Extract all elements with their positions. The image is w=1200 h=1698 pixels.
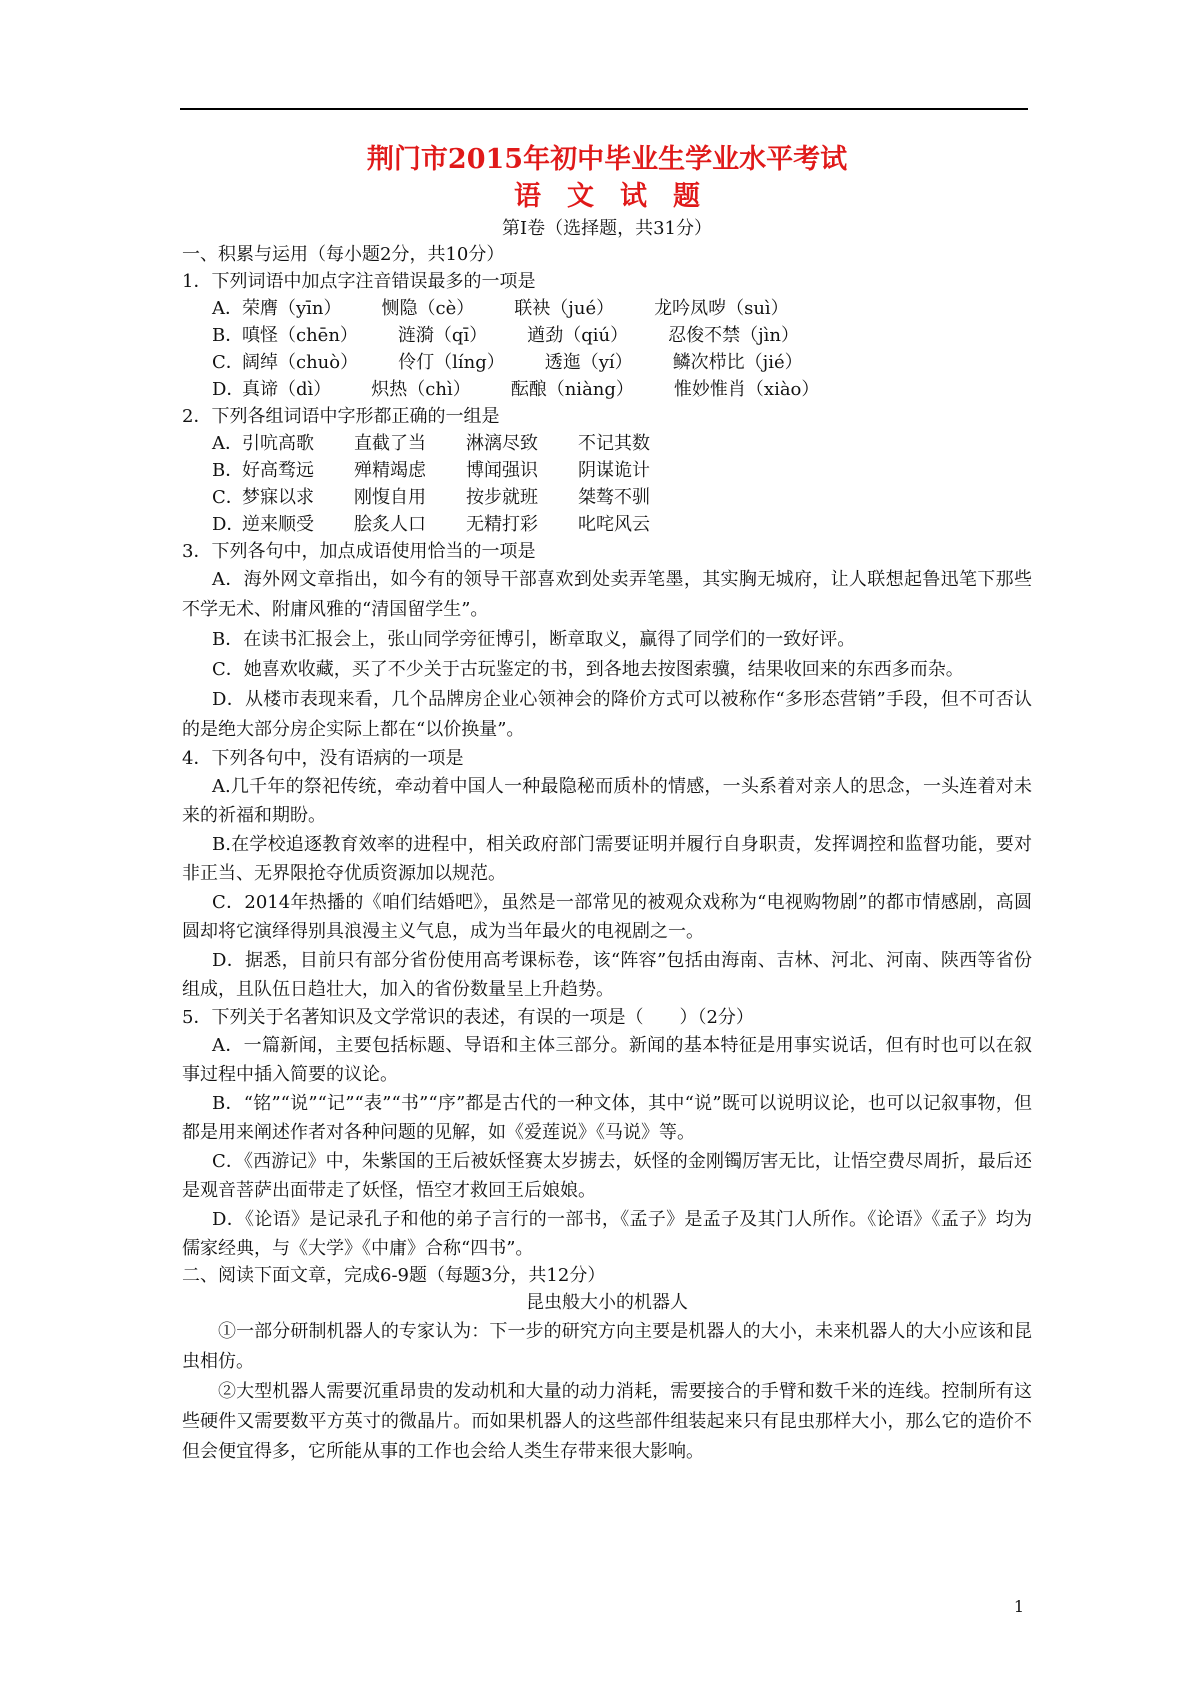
- option-word: 博闻强识: [466, 460, 538, 481]
- question-1-options: [182, 295, 1032, 403]
- question-5-stem: 5．下列关于名著知识及文学常识的表述，有误的一项是（ ）（2分）: [182, 1007, 754, 1028]
- page-content: [182, 142, 1032, 1467]
- option-word: 直截了当: [354, 433, 426, 454]
- option-label: A．: [212, 298, 243, 319]
- question-4-option-d: D．据悉，目前只有部分省份使用高考课标卷，该“阵容”包括由海南、吉林、河北、河南、陕西等省份组成，且队伍日趋壮大，加入的省份数量呈上升趋势。: [182, 950, 1032, 1000]
- option-word: 好高骛远: [242, 460, 314, 481]
- option-row: [212, 322, 1032, 349]
- section-two-heading: 二、阅读下面文章，完成6-9题（每题3分，共12分）: [182, 1265, 606, 1286]
- question-5-option-c: C．《西游记》中，朱紫国的王后被妖怪赛太岁掳去，妖怪的金刚镯厉害无比，让悟空费尽周折，最后还是观音菩萨出面带走了妖怪，悟空才救回王后娘娘。: [182, 1151, 1032, 1201]
- option-row: [212, 430, 1032, 457]
- option-word: 梦寐以求: [242, 487, 314, 508]
- option-word: 真谛（dì）: [242, 379, 332, 400]
- question-5-option-d: D．《论语》是记录孔子和他的弟子言行的一部书，《孟子》是孟子及其门人所作。《论语》《孟子》均为儒家经典，与《大学》《中庸》合称“四书”。: [182, 1209, 1032, 1259]
- option-word: 炽热（chì）: [371, 379, 471, 400]
- option-word: 桀骜不驯: [578, 487, 650, 508]
- option-label: D．: [212, 379, 245, 400]
- option-word: 联袂（jué）: [514, 298, 615, 319]
- option-label: B．: [212, 325, 244, 346]
- option-word: 按步就班: [466, 487, 538, 508]
- option-word: 伶仃（líng）: [398, 352, 505, 373]
- option-word: 鳞次栉比（jié）: [672, 352, 803, 373]
- option-word: 惟妙惟肖（xiào）: [673, 379, 820, 400]
- option-row: [212, 484, 1032, 511]
- option-word: 无精打彩: [466, 514, 538, 535]
- option-word: 涟漪（qī）: [397, 325, 488, 346]
- option-word: 逆来顺受: [242, 514, 314, 535]
- option-word: 荣膺（yīn）: [242, 298, 342, 319]
- option-word: 阔绰（chuò）: [242, 352, 359, 373]
- option-row: [212, 349, 1032, 376]
- option-word: 刚愎自用: [354, 487, 426, 508]
- section-one-heading: 一、积累与运用（每小题2分，共10分）: [182, 244, 505, 265]
- question-4-option-b: B.在学校追逐教育效率的进程中，相关政府部门需要证明并履行自身职责，发挥调控和监督功能，要对非正当、无界限抢夺优质资源加以规范。: [182, 834, 1032, 884]
- option-word: 遒劲（qiú）: [527, 325, 629, 346]
- part-one-heading: 第I卷（选择题，共31分）: [501, 218, 712, 239]
- question-3-option-d: D．从楼市表现来看，几个品牌房企业心领神会的降价方式可以被称作“多形态营销”手段，但不可否认的是绝大部分房企实际上都在“以价换量”。: [182, 689, 1032, 740]
- question-3-option-a: A．海外网文章指出，如今有的领导干部喜欢到处卖弄笔墨，其实胸无城府，让人联想起鲁迅笔下那些不学无术、附庸风雅的“清国留学生”。: [182, 569, 1032, 620]
- option-label: D．: [212, 514, 245, 535]
- option-word: 叱咤风云: [578, 514, 650, 535]
- option-label: C．: [212, 487, 244, 508]
- option-word: 殚精竭虑: [354, 460, 426, 481]
- question-4-option-a: A.几千年的祭祀传统，牵动着中国人一种最隐秘而质朴的情感，一头系着对亲人的思念，一头连着对未来的祈福和期盼。: [182, 776, 1032, 826]
- option-word: 龙吟凤哕（suì）: [654, 298, 789, 319]
- question-2-options: [182, 430, 1032, 538]
- option-label: A．: [212, 433, 243, 454]
- option-word: 酝酿（niàng）: [510, 379, 634, 400]
- header-rule: [180, 108, 1028, 110]
- question-3-stem: 3．下列各句中，加点成语使用恰当的一项是: [182, 541, 536, 562]
- question-5-option-a: A．一篇新闻，主要包括标题、导语和主体三部分。新闻的基本特征是用事实说话，但有时也可以在叙事过程中插入简要的议论。: [182, 1035, 1032, 1085]
- page-number: 1: [1013, 1597, 1024, 1616]
- option-row: [212, 376, 1032, 403]
- article-title: 昆虫般大小的机器人: [526, 1292, 688, 1313]
- question-5-option-b: B．“铭”“说”“记”“表”“书”“序”都是古代的一种文体，其中“说”既可以说明议论，也可以记叙事物，但都是用来阐述作者对各种问题的见解，如《爱莲说》《马说》等。: [182, 1093, 1032, 1143]
- option-word: 忍俊不禁（jìn）: [668, 325, 800, 346]
- article-paragraph-2: ②大型机器人需要沉重昂贵的发动机和大量的动力消耗，需要接合的手臂和数千米的连线。控制所有这些硬件又需要数平方英寸的微晶片。而如果机器人的这些部件组装起来只有昆虫那样大小，那么它的造价不但会便宜得多，它所能从事的工作也会给人类生存带来很大影响。: [182, 1381, 1032, 1462]
- option-row: [212, 457, 1032, 484]
- option-word: 嗔怪（chēn）: [242, 325, 358, 346]
- article-paragraph-1: ①一部分研制机器人的专家认为：下一步的研究方向主要是机器人的大小，未来机器人的大小应该和昆虫相仿。: [182, 1321, 1032, 1372]
- option-row: [212, 511, 1032, 538]
- option-word: 不记其数: [578, 433, 650, 454]
- question-4-option-c: C．2014年热播的《咱们结婚吧》，虽然是一部常见的被观众戏称为“电视购物剧”的都市情感剧，高圆圆却将它演绎得别具浪漫主义气息，成为当年最火的电视剧之一。: [182, 892, 1032, 942]
- question-4-stem: 4．下列各句中，没有语病的一项是: [182, 748, 464, 769]
- option-word: 透迤（yí）: [544, 352, 633, 373]
- question-3-option-b: B．在读书汇报会上，张山同学旁征博引，断章取义，赢得了同学们的一致好评。: [212, 629, 856, 650]
- option-word: 淋漓尽致: [466, 433, 538, 454]
- option-word: 脍炙人口: [354, 514, 426, 535]
- question-3-option-c: C．她喜欢收藏，买了不少关于古玩鉴定的书，到各地去按图索骥，结果收回来的东西多而杂。: [212, 659, 964, 680]
- option-row: [212, 295, 1032, 322]
- option-word: 阴谋诡计: [578, 460, 650, 481]
- exam-title: 荆门市2015年初中毕业生学业水平考试: [366, 144, 848, 175]
- option-word: 恻隐（cè）: [381, 298, 475, 319]
- exam-subtitle: 语文试题: [514, 181, 726, 212]
- question-1-stem: 1．下列词语中加点字注音错误最多的一项是: [182, 271, 536, 292]
- question-2-stem: 2．下列各组词语中字形都正确的一组是: [182, 406, 500, 427]
- option-word: 引吭高歌: [242, 433, 314, 454]
- option-label: B．: [212, 460, 244, 481]
- option-label: C．: [212, 352, 244, 373]
